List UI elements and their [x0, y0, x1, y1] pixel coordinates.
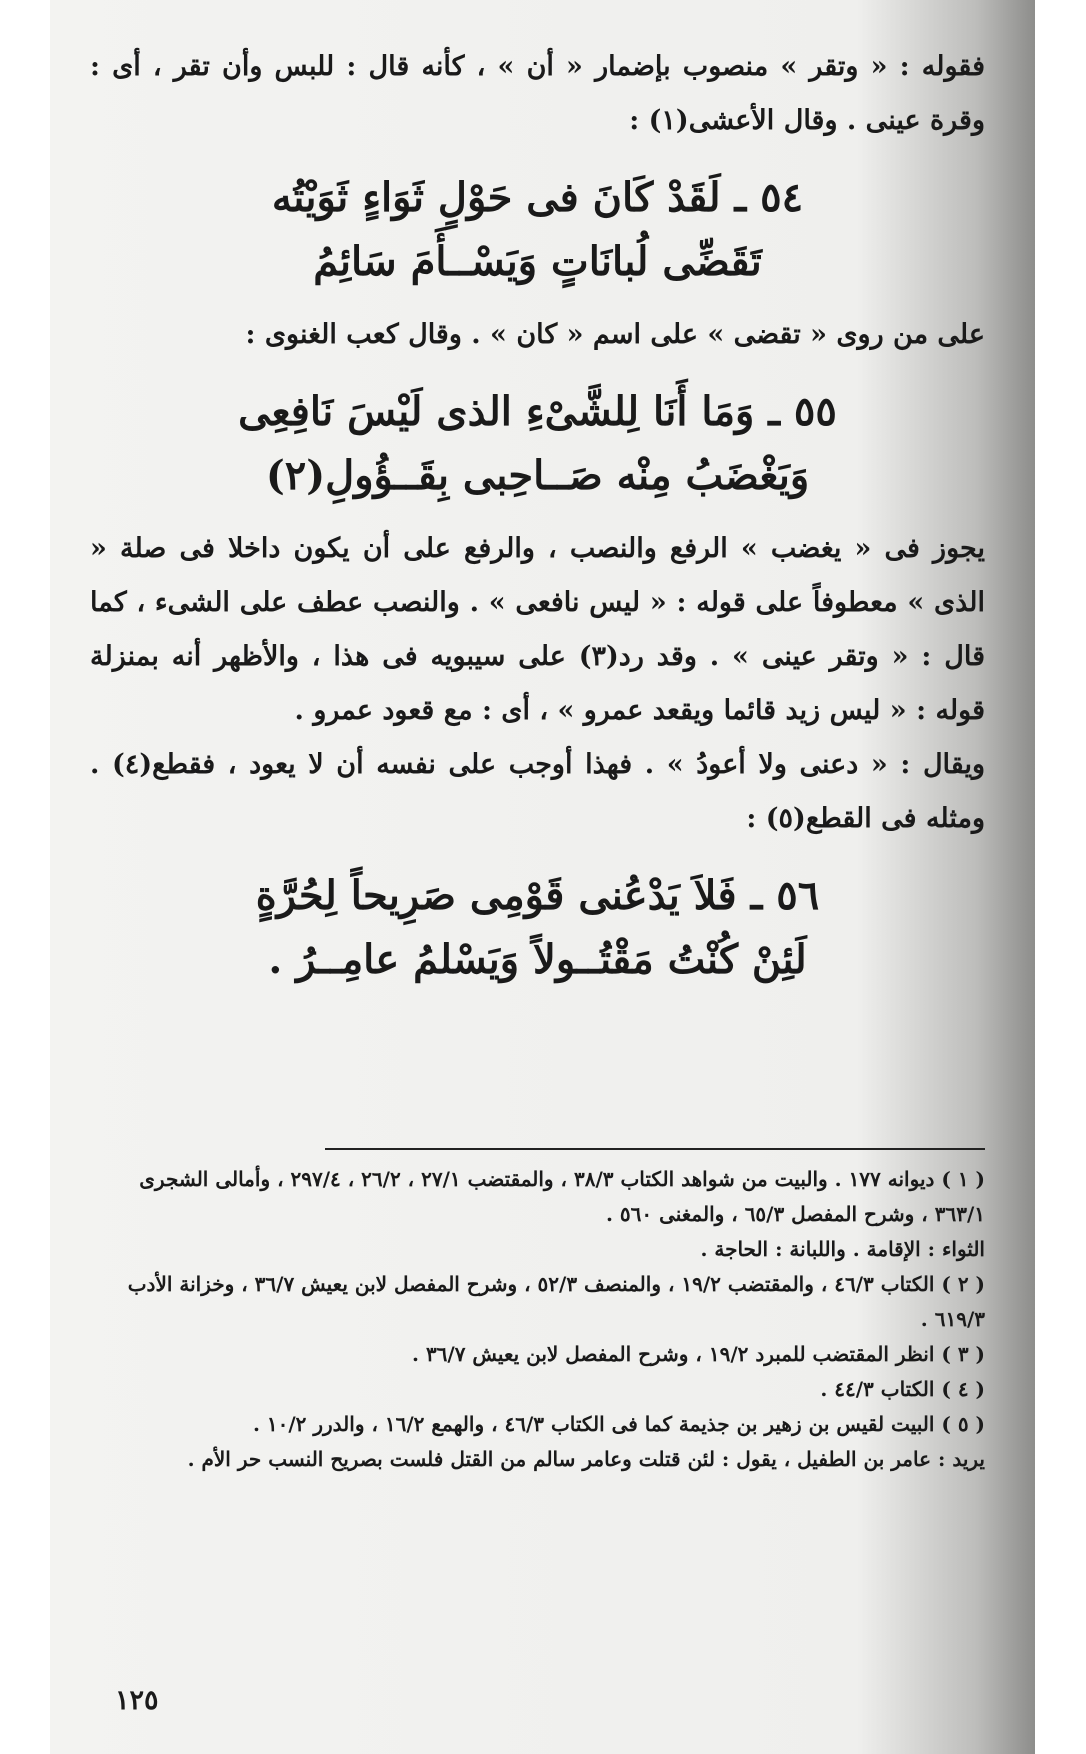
paragraph-4: ويقال : « دعنى ولا أعودُ » . فهذا أوجب على نفسه أن لا يعود ، فقطع(٤) . ومثله فى القطع(٥) : [90, 749, 985, 834]
footnote-3: ( ٣ ) انظر المقتضب للمبرد ١٩/٢ ، وشرح المفصل لابن يعيش ٣٦/٧ . [412, 1342, 985, 1366]
footnote-1: ( ١ ) ديوانه ١٧٧ . والبيت من شواهد الكتاب ٣٨/٣ ، والمقتضب ٢٧/١ ، ٢٦/٢ ، ٢٩٧/٤ ، وأمالى الشجرى ٣٦٣/١ ، وشرح المفصل ٦٥/٣ ، والمغنى ٥٦٠ . [139, 1167, 985, 1226]
footnote-1-gloss: الثواء : الإقامة . واللبانة : الحاجة . [700, 1237, 985, 1261]
footnote-2: ( ٢ ) الكتاب ٤٦/٣ ، والمقتضب ١٩/٢ ، والمنصف ٥٢/٣ ، وشرح المفصل لابن يعيش ٣٦/٧ ، وخزانة الأدب ٦١٩/٣ . [127, 1272, 985, 1331]
page-number: ١٢٥ [115, 1685, 159, 1716]
footnotes [90, 1162, 985, 1477]
verse-55-line-1: ٥٥ ـ وَمَا أَنَا لِلشَّىْءِ الذى لَيْسَ نَافِعِى [238, 388, 837, 435]
paragraph-3: يجوز فى « يغضب » الرفع والنصب ، والرفع على أن يكون داخلا فى صلة « الذى » معطوفاً على قوله : « ليس نافعى » . والنصب عطف على الشىء ، كما قال : « وتقر عينى » . وقد رد(٣) على سيبويه فى هذا ، والأظهر أنه بمنزلة قوله : « ليس زيد قائما ويقعد عمرو » ، أى : مع قعود عمرو . [90, 533, 985, 726]
verse-54-line-1: ٥٤ ـ لَقَدْ كَانَ فى حَوْلٍ ثَوَاءٍ ثَوَيْتُه [271, 174, 804, 221]
footnote-4: ( ٤ ) الكتاب ٤٤/٣ . [820, 1377, 985, 1401]
verse-56-line-1: ٥٦ ـ فَلاَ يَدْعُنى قَوْمِى صَرِيحاً لِحُرَّةٍ [255, 872, 820, 919]
main-text [90, 40, 985, 1006]
footnote-5: ( ٥ ) البيت لقيس بن زهير بن جذيمة كما فى الكتاب ٤٦/٣ ، والهمع ١٦/٢ ، والدرر ١٠/٢ . [252, 1412, 985, 1436]
paragraph-1: فقوله : « وتقر » منصوب بإضمار « أن » ، كأنه قال : للبس وأن تقر ، أى : وقرة عينى . وقال الأعشى(١) : [90, 51, 985, 136]
footnote-5-gloss: يريد : عامر بن الطفيل ، يقول : لئن قتلت وعامر سالم من القتل فلست بصريح النسب حر الأم . [187, 1447, 985, 1471]
footnote-divider [325, 1148, 985, 1150]
book-page [50, 0, 1035, 1754]
verse-56-line-2: لَئِنْ كُنْتُ مَقْتُــولاً وَيَسْلمُ عامِــرُ . [268, 936, 807, 983]
paragraph-2: على من روى « تقضى » على اسم « كان » . وقال كعب الغنوى : [245, 319, 985, 350]
verse-55-line-2: وَيَغْضَبُ مِنْه صَــاحِبى بِقَــؤُولِ(٢) [265, 452, 810, 499]
verse-54-line-2: تَقَضِّى لُبانَاتٍ وَيَسْــأَمَ سَائِمُ [313, 238, 762, 285]
